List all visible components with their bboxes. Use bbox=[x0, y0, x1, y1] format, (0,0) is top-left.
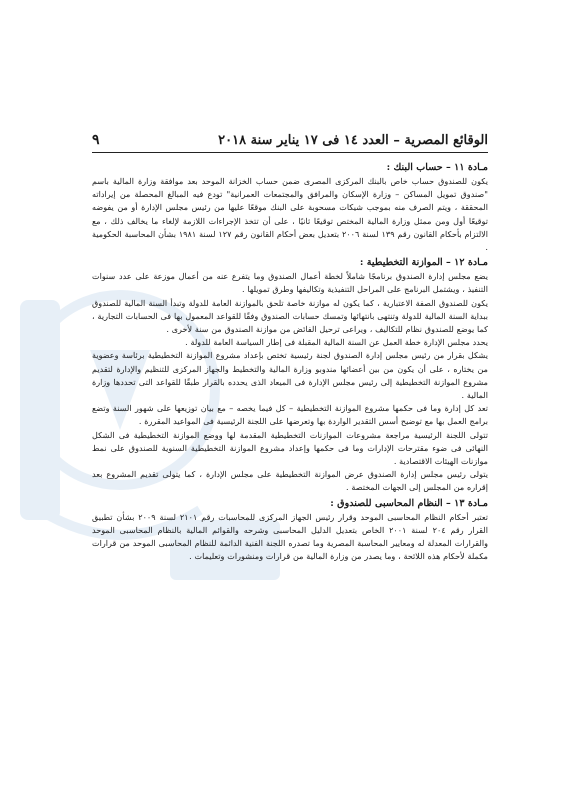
article-heading: مـادة ١٣ – النظام المحاسبى للصندوق : bbox=[330, 497, 488, 509]
article-paragraph: تتولى اللجنة الرئيسية مراجعة مشروعات الموازنات التخطيطية المقدمة لها ووضع الموازنة التخطيطية فى الشكل النهائى فى ضوء مقترحات الإدارات وما فى حكمها وإعداد مشروع الموازنة التخطيطية السنوية للصندوق على نمط موازنات الهيئات الاقتصادية . bbox=[92, 429, 488, 467]
article-11 bbox=[92, 161, 488, 254]
article-paragraph: تعد كل إدارة وما فى حكمها مشروع الموازنة التخطيطية – كل فيما يخصه – مع بيان توزيعها على شهور السنة وتضع برامج العمل بها مع توضيح أسس التقدير الواردة بها وتعرضها على اللجنة الرئيسية فى المواعيد المقررة . bbox=[92, 403, 488, 427]
article-paragraph: يكون للصندوق حساب خاص بالبنك المركزى المصرى ضمن حساب الخزانة الموحد بعد موافقة وزارة المالية باسم "صندوق تمويل المساكن – وزارة الإسكان والمرافق والمجتمعات العمرانية" تودع فيه المبالغ المحصلة من إيراداته المحققة ، ويتم الصرف منه بموجب شيكات مسحوبة على البنك موقعًا عليها من رئيس مجلس الإدارة أو من يفوضه توقيعًا أول ومن ممثل وزارة المالية المختص توقيعًا ثانيًا ، على أن تتخذ الإجراءات اللازمة لإلغاء ما يخالف ذلك ، مع الالتزام بأحكام القانون رقم ١٣٩ لسنة ٢٠٠٦ بتعديل بعض أحكام القانون رقم ١٢٧ لسنة ١٩٨١ بشأن المحاسبة الحكومية . bbox=[92, 176, 489, 253]
article-paragraph: يكون للصندوق الصفة الاعتبارية ، كما يكون له موازنة خاصة تلحق بالموازنة العامة للدولة وتبدأ السنة المالية للصندوق ببداية السنة المالية للدولة وتنتهى بانتهائها وتمسك حسابات الصندوق وفقًا للقواعد المعمول بها فى الحسابات التجارية ، كما يوضع للصندوق نظام للتكاليف ، ويراعى ترحيل الفائض من موازنة الصندوق من سنة لأخرى . bbox=[92, 297, 488, 335]
gazette-page bbox=[92, 132, 488, 563]
header-title: الوقائع المصرية – العدد ١٤ فى ١٧ يناير سنة ٢٠١٨ bbox=[218, 133, 488, 148]
article-12 bbox=[92, 256, 488, 494]
article-13 bbox=[92, 497, 488, 564]
page-header bbox=[92, 132, 488, 153]
article-paragraph: يحدد مجلس الإدارة خطة العمل عن السنة المالية المقبلة فى إطار السياسة العامة للدولة . bbox=[185, 337, 488, 348]
article-heading: مـادة ١٢ – الموازنة التخطيطية : bbox=[359, 257, 488, 269]
article-paragraph: تعتبر أحكام النظام المحاسبى الموحد وقرار رئيس الجهاز المركزى للمحاسبات رقم ٢١٠١ لسنة ٢٠٠٩ بشأن تطبيق القرار رقم ٢٠٤ لسنة ٢٠٠١ الخاص بتعديل الدليل المحاسبى وشرحه والقوائم المالية بالنظام المحاسبى الموحد والقرارات المعدلة له ومعايير المحاسبة المصرية وما تصدره اللجنة الفنية الدائمة للنظام المحاسبى الموحد من قرارات مكملة لأحكام هذه اللائحة ، وما يصدر من وزارة المالية من قرارات ومنشورات وتعليمات . bbox=[92, 511, 488, 562]
article-paragraph: يتولى رئيس مجلس إدارة الصندوق عرض الموازنة التخطيطية على مجلس الإدارة ، كما يتولى تقديم المشروع بعد إقراره من المجلس إلى الجهات المختصة . bbox=[92, 469, 488, 493]
article-heading: مـادة ١١ – حساب البنك : bbox=[386, 162, 488, 173]
page-number: ٩ bbox=[92, 132, 100, 148]
article-paragraph: يضع مجلس إدارة الصندوق برنامجًا شاملاً لخطة أعمال الصندوق وما يتفرع عنه من أعمال موزعة على عدد سنوات التنفيذ ، ويشتمل البرنامج على المراحل التنفيذية وتكاليفها وطرق تمويلها . bbox=[92, 271, 488, 295]
article-paragraph: يشكل بقرار من رئيس مجلس إدارة الصندوق لجنة رئيسية تختص بإعداد مشروع الموازنة التخطيطية برئاسة وعضوية من يختاره ، على أن يكون من بين أعضائها مندوبو وزارة المالية والتخطيط والجهاز المركزى للتنظيم والإدارة لتقديم مشروع الموازنة التخطيطية إلى رئيس مجلس الإدارة فى الميعاد الذى يحدده بالقرار طبقًا للقواعد التى تحددها وزارة المالية . bbox=[92, 350, 488, 401]
